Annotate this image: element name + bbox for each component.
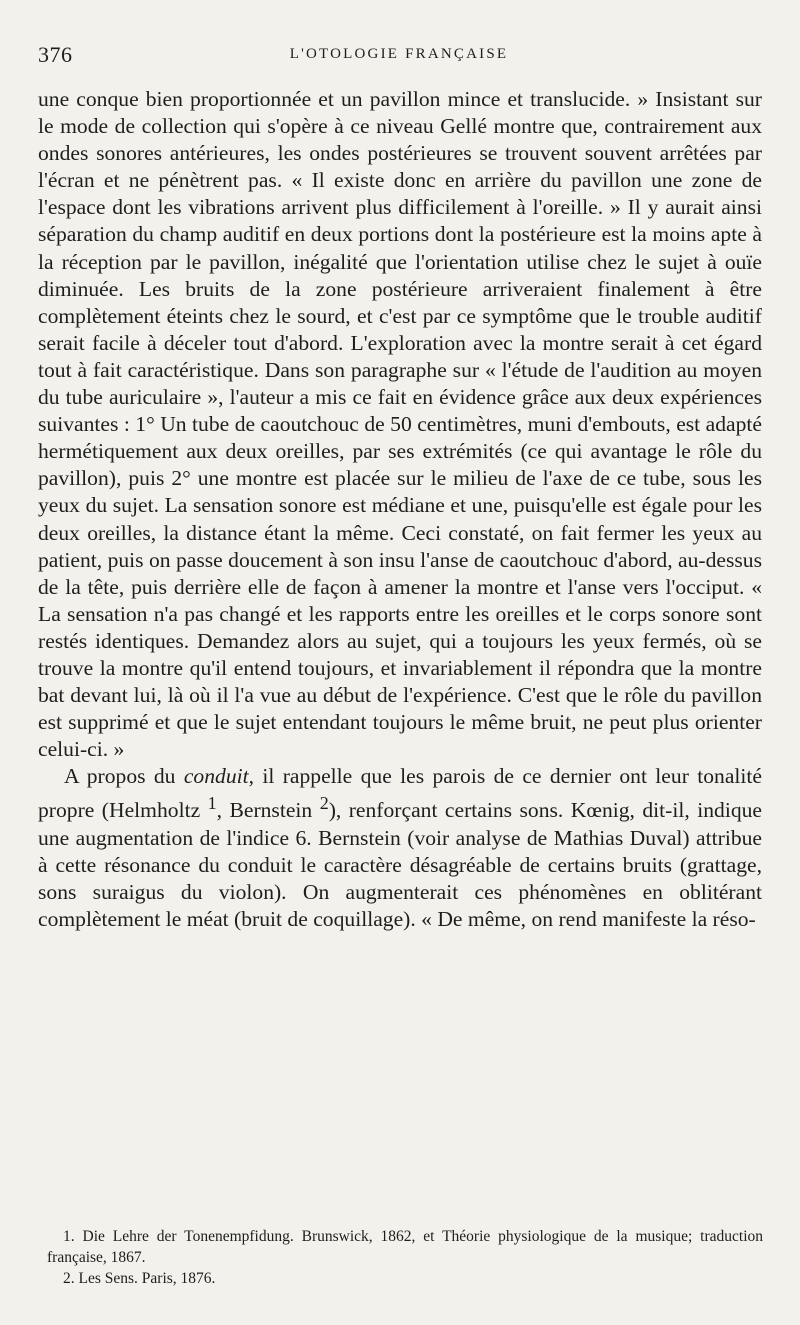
running-title: L'OTOLOGIE FRANÇAISE	[289, 46, 509, 62]
paragraph-1: une conque bien proportionnée et un pavillon mince et translucide. » Insistant sur le mode de collection qui s'opère à ce niveau Gellé montre que, contrairement aux ondes sonores antérieures, les ondes postérieures se trouvent souvent arrêtées par l'écran et ne pénètrent pas. « Il existe donc en arrière du pavillon une zone de l'espace dont les vibrations arrivent plus difficilement à l'oreille. » Il y aurait ainsi séparation du champ auditif en deux portions dont la postérieure est la moins apte à la réception par le pavillon, inégalité que l'orientation utilise chez le sujet à ouïe diminuée. Les bruits de la zone postérieure arriveraient finalement à être complètement éteints chez le sourd, et c'est par ce symptôme que le trouble auditif serait facile à déceler tout d'abord. L'exploration avec la montre serait à cet égard tout à fait caractéristique. Dans son paragraphe sur « l'étude de l'audition au moyen du tube auriculaire », l'auteur a mis ce fait en évidence grâce aux deux expériences suivantes : 1° Un tube de caoutchouc de 50 centimètres, muni d'embouts, est adapté hermétiquement aux deux oreilles, par ses extrémités (ce qui avantage le rôle du pavillon), puis 2° une montre est placée sur le milieu de l'axe de ce tube, sous les yeux du sujet. La sensation sonore est médiane et une, puisqu'elle est égale pour les deux oreilles, la distance étant la même. Ceci constaté, on fait fermer les yeux au patient, puis on passe doucement à son insu l'anse de caoutchouc d'abord, au-dessus de la tête, puis derrière elle de façon à amener la montre et l'anse vers l'occiput. « La sensation n'a pas changé et les rapports entre les oreilles et le corps sonore sont restés identiques. Demandez alors au sujet, qui a toujours les yeux fermés, où se trouve la montre qu'il entend toujours, et invariablement il répondra que la montre bat devant lui, là où il l'a vue au début de l'expérience. C'est que le rôle du pavillon est supprimé et que le sujet entendant toujours le même bruit, ne peut plus orienter celui-ci. »	[38, 87, 762, 762]
footnote-2: 2. Les Sens. Paris, 1876.	[63, 1270, 216, 1287]
footnote-ref-1: 1	[207, 793, 217, 814]
page-header	[38, 42, 760, 72]
paragraph-2-continuation: certains sons. Kœnig, dit-il, indique une augmentation de l'indice 6. Bernstein (voir analyse de Mathias Duval) attribue à cette résonance du conduit le caractère désagréable de certains bruits (grattage, sons suraigus du violon). On augmenterait ces phénomènes en oblitérant complètement le méat (bruit de coquillage). « De même, on rend manifeste la réso-	[38, 798, 762, 931]
footnotes	[47, 1226, 763, 1289]
paragraph-2-text-c: ), renforçant	[328, 798, 445, 823]
paragraph-2-text: , il rappelle que les parois de ce dernier ont leur tonalité propre (Helmholtz	[38, 764, 762, 823]
paragraph-2	[38, 763, 762, 933]
page-number: 376	[38, 42, 73, 67]
footnote-1: 1. Die Lehre der Tonenempfidung. Brunswick, 1862, et Théorie physiologique de la musique; traduction française, 1867.	[47, 1228, 763, 1266]
italic-term-conduit: conduit	[183, 764, 249, 789]
footnote-ref-2: 2	[319, 793, 329, 814]
paragraph-2-text-b: , Bernstein	[216, 798, 320, 823]
body-text	[38, 86, 762, 933]
paragraph-2-start: A propos du	[64, 764, 184, 789]
